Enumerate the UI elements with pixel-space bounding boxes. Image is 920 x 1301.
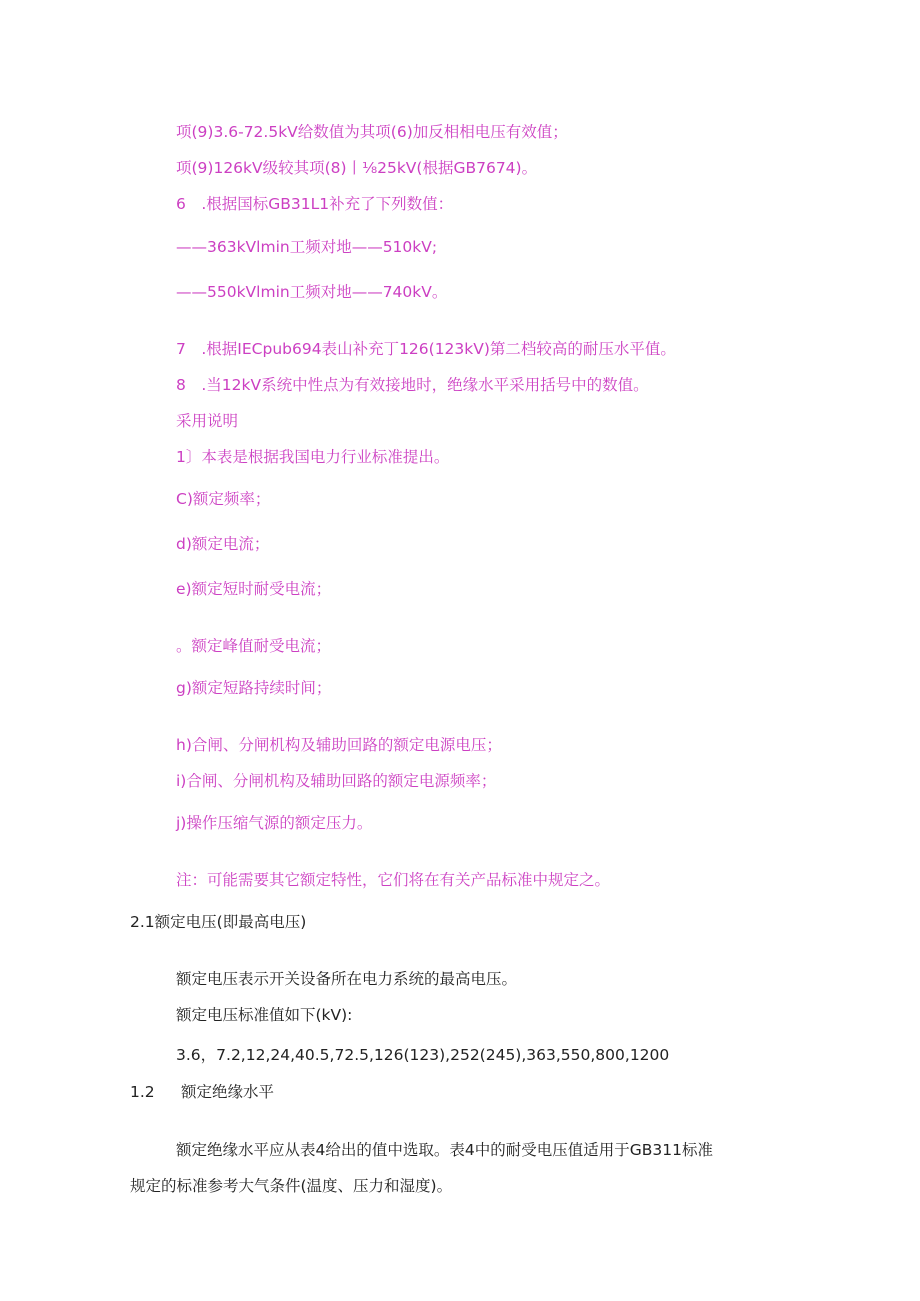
list-item-d: d)额定电流； [176, 535, 270, 553]
adoption-note-1: 1〕本表是根据我国电力行业标准提出。 [176, 448, 450, 466]
note-other-ratings: 注：可能需要其它额定特性，它们将在有关产品标准中规定之。 [176, 871, 611, 889]
note-dash-item-1: ——363kVlmin工频对地——510kV; [176, 238, 438, 256]
list-item-j: j)操作压缩气源的额定压力。 [176, 814, 373, 832]
list-item-f: 。额定峰值耐受电流； [176, 637, 332, 655]
section-2-1-heading: 2.1额定电压(即最高电压) [130, 913, 307, 931]
section-1-2-paragraph-line-1: 额定绝缘水平应从表4给出的值中选取。表4中的耐受电压值适用于GB311标准 [176, 1141, 713, 1159]
note-item-7: 7 .根据IECpub694表山补充丁126(123kV)第二档较高的耐压水平值。 [176, 340, 676, 358]
note-line-1: 项(9)3.6-72.5kV给数值为其项(6)加反相相电压有效值； [176, 123, 568, 141]
section-2-1-paragraph-2: 额定电压标准值如下(kV): [176, 1006, 353, 1024]
section-1-2-paragraph-line-2: 规定的标准参考大气条件(温度、压力和湿度)。 [130, 1177, 453, 1195]
list-item-h: h)合闸、分闸机构及辅助回路的额定电源电压； [176, 736, 502, 754]
adoption-notes-heading: 采用说明 [176, 412, 239, 430]
section-1-2-number: 1.2 [130, 1083, 155, 1101]
rated-voltage-values: 3.6，7.2,12,24,40.5,72.5,126(123),252(245),363,550,800,1200 [176, 1046, 670, 1064]
section-1-2-title: 额定绝缘水平 [181, 1083, 275, 1101]
note-item-8: 8 .当12kV系统中性点为有效接地时，绝缘水平采用括号中的数值。 [176, 376, 649, 394]
list-item-c: C)额定频率； [176, 490, 271, 508]
list-item-e: e)额定短时耐受电流； [176, 580, 332, 598]
note-dash-item-2: ——550kVlmin工频对地——740kV。 [176, 283, 448, 301]
note-item-6: 6 .根据国标GB31L1补充了下列数值： [176, 195, 454, 213]
note-line-2: 项(9)126kV级较其项(8)丨⅛25kV(根据GB7674)。 [176, 159, 538, 177]
section-2-1-paragraph-1: 额定电压表示开关设备所在电力系统的最高电压。 [176, 970, 518, 988]
list-item-i: i)合闸、分闸机构及辅助回路的额定电源频率； [176, 772, 497, 790]
list-item-g: g)额定短路持续时间； [176, 679, 332, 697]
